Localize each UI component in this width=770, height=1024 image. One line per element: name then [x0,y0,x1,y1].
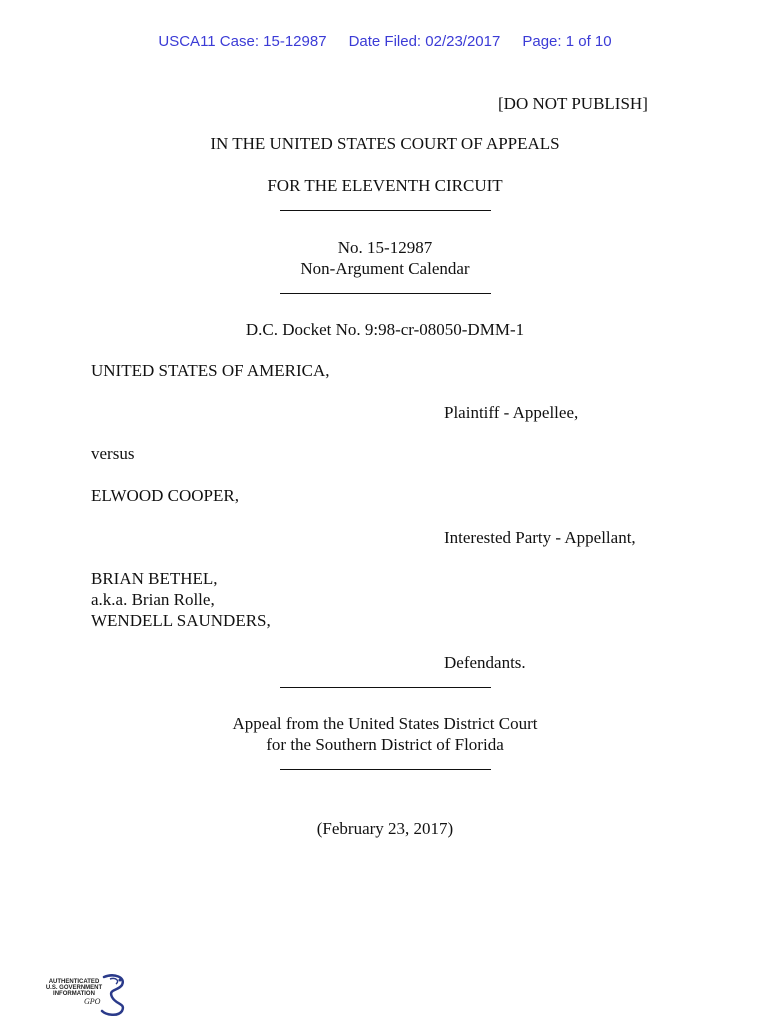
seal-text-line: U.S. GOVERNMENT [45,985,103,991]
appeal-district: for the Southern District of Florida [266,735,504,754]
court-name: IN THE UNITED STATES COURT OF APPEALS [210,134,560,153]
page-stamp: Page: 1 of 10 [522,33,612,50]
divider-rule [280,687,491,688]
calendar-type: Non-Argument Calendar [300,259,470,278]
case-number: No. 15-12987 [337,238,433,257]
divider-rule [280,293,491,294]
defendant-name: BRIAN BETHEL, [91,569,218,588]
publish-flag: [DO NOT PUBLISH] [498,94,648,113]
date-filed-stamp: Date Filed: 02/23/2017 [348,33,501,50]
gpo-authentication-seal [42,973,132,1019]
seal-mark: GPO [84,997,101,1006]
plaintiff-role: Plaintiff - Appellee, [444,403,579,422]
divider-rule [280,210,491,211]
decision-date: (February 23, 2017) [316,819,454,838]
case-stamp: USCA11 Case: 15-12987 [158,33,327,50]
docket-number: D.C. Docket No. 9:98-cr-08050-DMM-1 [245,320,525,339]
appeal-source: Appeal from the United States District Court [232,714,538,733]
defendant-alias: a.k.a. Brian Rolle, [91,590,215,609]
defendants-role: Defendants. [444,653,526,672]
versus-label: versus [91,444,135,463]
circuit-name: FOR THE ELEVENTH CIRCUIT [267,176,503,195]
divider-rule [280,769,491,770]
interested-party-name: ELWOOD COOPER, [91,486,239,505]
eagle-icon [100,973,130,1017]
interested-party-role: Interested Party - Appellant, [444,528,636,547]
defendant-name: WENDELL SAUNDERS, [91,611,271,630]
seal-text-line: INFORMATION [53,991,95,997]
seal-text-line: AUTHENTICATED [48,979,100,985]
filing-stamp [0,33,770,50]
plaintiff-name: UNITED STATES OF AMERICA, [91,361,330,380]
